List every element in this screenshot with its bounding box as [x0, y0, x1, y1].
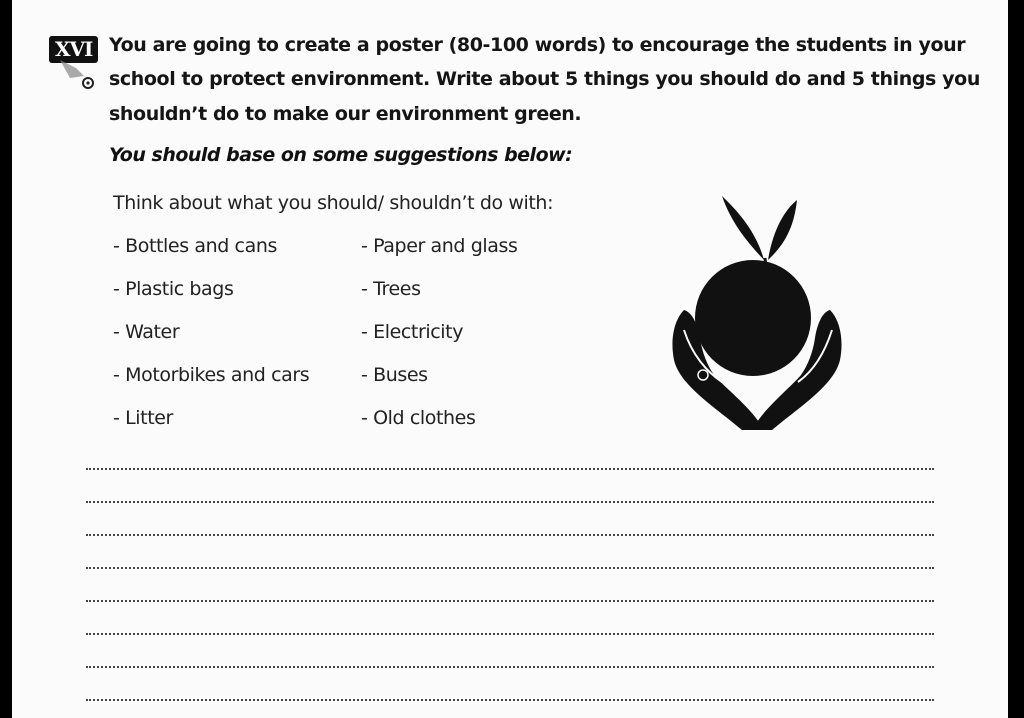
question-text-line-2: school to protect environment. Write about 5 things you should do and 5 things you — [109, 68, 980, 90]
writing-line[interactable] — [86, 468, 934, 470]
suggestion-item: - Motorbikes and cars — [113, 364, 310, 386]
suggestion-item: - Old clothes — [361, 407, 476, 429]
worksheet-page — [12, 0, 1008, 718]
hands-holding-globe-icon — [662, 190, 852, 435]
suggestion-item: - Litter — [113, 407, 173, 429]
question-text-line-1: You are going to create a poster (80-100 words) to encourage the students in your — [109, 34, 966, 56]
writing-line[interactable] — [86, 600, 934, 602]
suggestion-item: - Water — [113, 321, 180, 343]
writing-line[interactable] — [86, 534, 934, 536]
suggestion-item: - Trees — [361, 278, 421, 300]
writing-line[interactable] — [86, 699, 934, 701]
suggestion-item: - Buses — [361, 364, 428, 386]
suggestion-item: - Electricity — [361, 321, 464, 343]
pin-icon — [56, 58, 96, 92]
question-text-line-3: shouldn’t do to make our environment green. — [109, 103, 582, 125]
question-number-badge: XVI — [49, 36, 98, 63]
writing-line[interactable] — [86, 567, 934, 569]
suggestion-item: - Plastic bags — [113, 278, 234, 300]
writing-line[interactable] — [86, 501, 934, 503]
writing-line[interactable] — [86, 633, 934, 635]
suggestions-heading: You should base on some suggestions below: — [109, 144, 573, 166]
writing-line[interactable] — [86, 666, 934, 668]
suggestions-intro: Think about what you should/ shouldn’t do with: — [113, 192, 554, 214]
suggestion-item: - Paper and glass — [361, 235, 518, 257]
suggestion-item: - Bottles and cans — [113, 235, 277, 257]
